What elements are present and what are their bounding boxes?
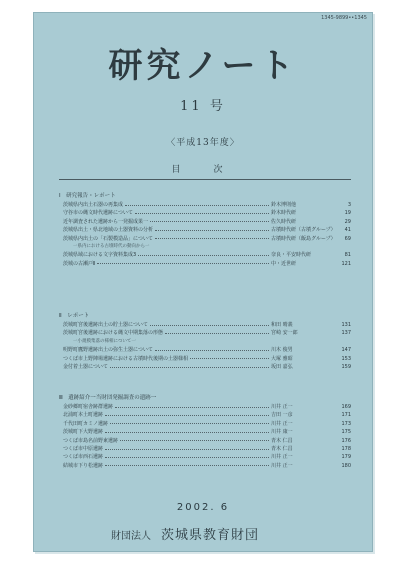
toc-entry-page: 121 [341,260,351,267]
toc-section-title: Ⅲ 遺跡紹介一当財団発掘調査の遺跡一 [59,395,157,401]
leader-dots [105,415,269,416]
toc-entry-author: 川井 正一 [271,462,293,469]
toc-entry [59,338,351,346]
toc-entry-page: 178 [341,445,351,452]
toc-entry [59,453,351,461]
toc-entry-author: 川井 正一 [271,454,293,461]
publisher [111,524,259,543]
toc-entry [59,201,351,209]
toc-entry [59,428,351,436]
toc-entry-author: 坂田 嘉弘 [271,363,293,370]
toc-entry-page: 153 [341,355,351,362]
leader-dots [155,230,269,231]
leader-dots [105,465,269,466]
leader-dots [190,358,269,359]
leader-dots [97,263,269,264]
leader-dots [105,457,269,458]
toc-entry-title: つくば市西石遺跡 [63,454,104,461]
toc-entry-title: 茨城県内出土石器の再集成 [63,202,124,208]
toc-entry-page: 179 [341,454,351,461]
toc-entry-page: 3 [347,202,351,208]
toc-heading: 目 次 [171,165,235,175]
toc-entry-title: 守谷市の縄文時代遺跡について [63,210,133,217]
toc-section [59,312,351,371]
toc-entry-title: 金砂郷町宿舎跡群遺跡 [63,404,114,410]
toc-entry [59,209,351,217]
toc-entry [59,235,351,243]
toc-section [59,192,351,268]
leader-dots [165,333,269,334]
leader-dots [105,449,269,450]
toc-entry-author: 和田 晴義 [271,322,293,328]
toc-entry-title: 近年調査された遺跡から一発掘成果一 [63,218,149,225]
toc-entry-page: 19 [344,210,351,217]
toc-entry-title: 千代田町カミノ遺跡 [63,420,109,427]
toc-entry-author: 大塚 雅昭 [271,355,293,362]
leader-dots [150,325,269,326]
issue-number: 11 号 [180,99,226,114]
toc-entry [59,321,351,329]
toc-entry [59,437,351,445]
toc-entry-title: 茨城町宮後遺跡における縄文中期集落の形態 [63,330,164,337]
toc-entry-title: 結城市下り松遺跡 [63,462,104,469]
publication-date: 2002. 6 [176,502,230,513]
toc-section-title: Ⅰ 研究報告・レポート [59,193,116,199]
leader-dots [138,255,269,256]
toc-entry-page: 171 [341,412,351,419]
toc-entry-author: 青木 仁昌 [271,437,293,444]
toc-entry [59,218,351,226]
toc-entry-title: 北浦町本土町遺跡 [63,412,104,419]
organization-name: 茨城県教育財団 [161,528,260,543]
toc-entry-author: 古墳時代研（古墳グループ） [271,227,336,234]
toc-entry-author: 佐久時代研 [271,218,297,225]
toc-entry-title: つくば市上野陣場遺跡における古墳時代後期の土器様相 [63,355,189,362]
toc-entry-page: 175 [341,429,351,436]
toc-entry [59,226,351,234]
toc-entry-page: 137 [341,330,351,337]
issn-label: 1345-9899••1345 [321,15,367,21]
toc-entry-page: 180 [341,462,351,469]
toc-entry-title: 茨城県出土・県北地域の土器資料の分析 [63,227,154,234]
toc-entry-author: 古墳時代研（飯島グループ） [271,235,336,242]
toc-entry-title: 茨城の古瀬戸Ⅱ [63,260,96,267]
toc-entry [59,445,351,453]
journal-cover [33,12,373,552]
toc-section [59,394,351,470]
toc-entry-page: 69 [344,235,351,242]
leader-dots [135,213,269,214]
toc-entry-title: つくば市島名前野東遺跡 [63,437,119,444]
leader-dots [105,432,269,433]
toc-entry [59,260,351,268]
toc-entry-author: 川井 康一 [271,429,293,436]
toc-entry-title: つくば市中原遺跡 [63,445,104,452]
toc-entry-author: 奈良・平安時代研 [271,252,312,259]
toc-entry-title: 茨城県域における文字資料集成3 [63,252,137,259]
toc-entry-page: 173 [341,420,351,427]
toc-entry-author: 吉田 一彦 [271,412,293,419]
toc-entry-title: 茨城町宮後遺跡出土の貯土器について [63,322,148,328]
toc-entry-page: 169 [341,404,351,410]
leader-dots [155,350,269,351]
toc-entry [59,329,351,337]
leader-dots [120,440,269,441]
toc-entry-title: 茨城県内出土の「石製模造品」について [63,235,153,242]
toc-entry-page: 176 [341,437,351,444]
toc-entry [59,363,351,371]
toc-entry-author: 川木 俊男 [271,347,293,354]
toc-entry-author: 鈴木時代研 [271,210,297,217]
toc-entry-author: 青木 仁昌 [271,445,293,452]
leader-dots [115,407,269,408]
toc-section-title: Ⅱ レポート [59,313,90,319]
leader-dots [110,423,269,424]
toc-entry [59,243,351,251]
toc-entry-page: 147 [341,347,351,354]
leader-dots [125,205,269,206]
fiscal-year: 〈平成13年度〉 [166,138,240,148]
toc-entry-author: 中・近世研 [271,260,297,267]
toc-entry-title: 一県内における古墳時代の動向から一 [73,243,150,249]
toc-entry-title: 一小規模集落の様相について一 [73,338,136,344]
toc-entry-page: 29 [344,218,351,225]
journal-title: 研究ノート [108,46,298,86]
toc-entry-author: 川井 正一 [271,420,293,427]
toc-entry-title: 金付着土器について [63,363,108,370]
corporation-type: 財団法人 [111,531,151,542]
toc-entry-page: 81 [344,252,351,259]
toc-entry-page: 41 [344,227,351,234]
toc-entry-title: 茨城町下大野遺跡 [63,429,104,436]
toc-divider [59,179,351,180]
toc-entry-page: 131 [341,322,351,328]
leader-dots [155,238,269,239]
leader-dots [150,221,269,222]
toc-entry [59,462,351,470]
toc-entry [59,403,351,411]
toc-entry [59,346,351,354]
leader-dots [110,367,269,368]
toc-entry-page: 159 [341,363,351,370]
toc-entry-author: 川井 正一 [271,404,293,410]
toc-entry [59,251,351,259]
toc-entry [59,420,351,428]
toc-entry-title: 明野町鷹野遺跡出土の弥生土器について [63,347,153,354]
toc-entry-author: 宮崎 安一郎 [271,330,298,337]
toc-entry [59,355,351,363]
toc-entry [59,411,351,419]
toc-entry-author: 鈴木博則他 [271,202,297,208]
